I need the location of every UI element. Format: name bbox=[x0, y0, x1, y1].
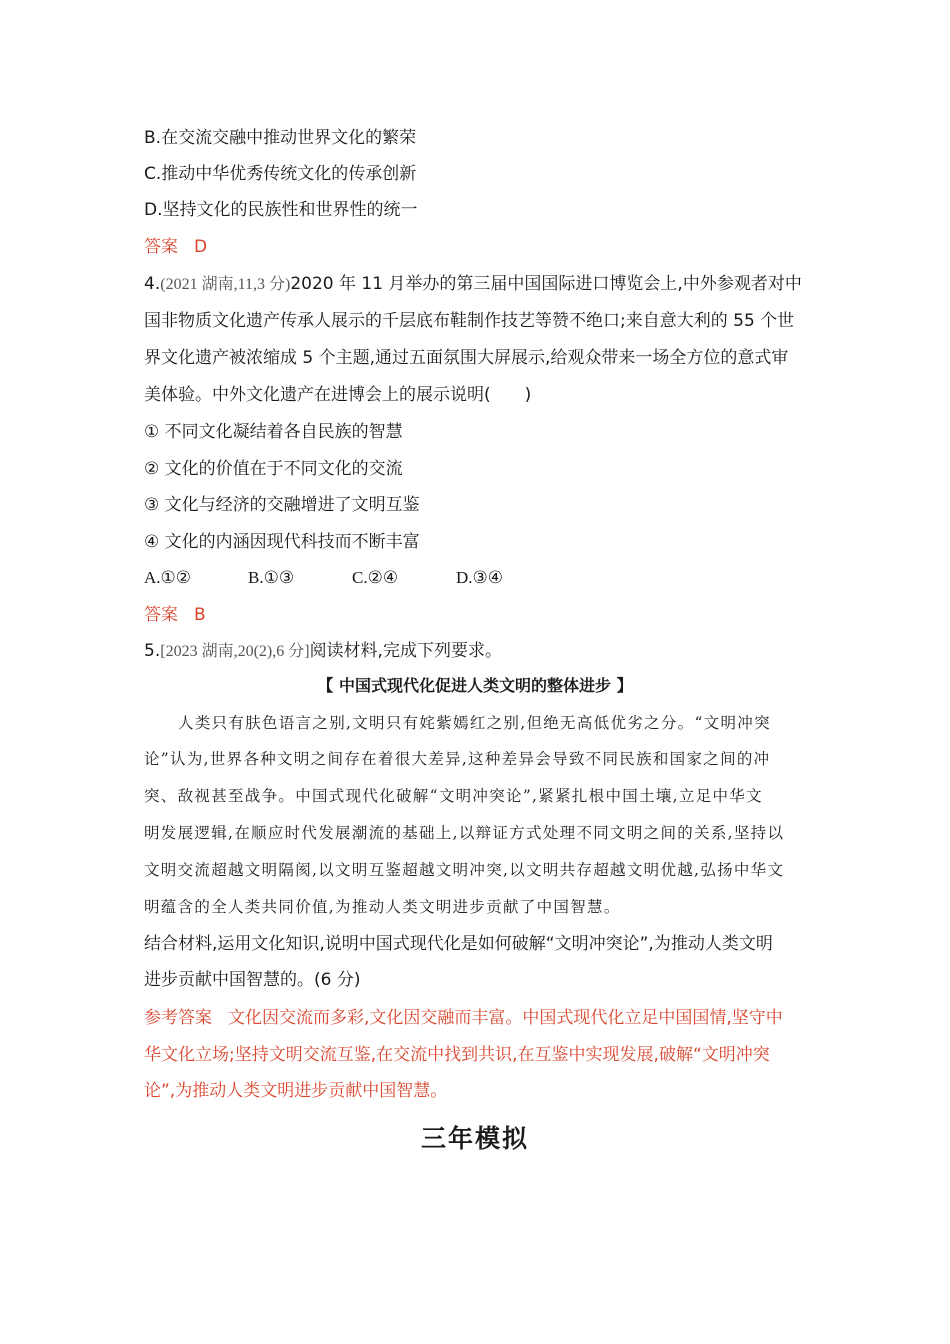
section-title: 三年模拟 bbox=[420, 1124, 529, 1153]
choice-c: C.②④ bbox=[352, 568, 399, 587]
q5-question-line-1: 结合材料,运用文化知识,说明中国式现代化是如何破解“文明冲突论”,为推动人类文明 bbox=[144, 934, 773, 954]
q5-reference-answer-line-1: 参考答案 文化因交流而多彩,文化因交融而丰富。中国式现代化立足中国国情,坚守中 bbox=[144, 1008, 783, 1028]
q4-statement-2: ② 文化的价值在于不同文化的交流 bbox=[144, 459, 403, 479]
q5-question-line-2: 进步贡献中国智慧的。(6 分) bbox=[144, 970, 361, 990]
answer-label: 答案 bbox=[144, 237, 178, 257]
q4-stem-line-3: 界文化遗产被浓缩成 5 个主题,通过五面氛围大屏展示,给观众带来一场全方位的意式审 bbox=[144, 348, 789, 368]
question-number: 4. bbox=[144, 274, 161, 294]
material-line-6: 明蕴含的全人类共同价值,为推动人类文明进步贡献了中国智慧。 bbox=[144, 898, 621, 916]
question-source: [2023 湖南,20(2),6 分] bbox=[160, 643, 310, 660]
q3-answer bbox=[144, 235, 207, 259]
q4-stem-line-2: 国非物质文化遗产传承人展示的千层底布鞋制作技艺等赞不绝口;来自意大利的 55 个世 bbox=[144, 311, 795, 331]
question-source: (2021 湖南,11,3 分) bbox=[160, 276, 291, 293]
choice-a: A.①② bbox=[144, 568, 192, 587]
reference-answer-label: 参考答案 bbox=[144, 1008, 212, 1028]
choice-d: D.③④ bbox=[456, 568, 504, 587]
q4-statement-3: ③ 文化与经济的交融增进了文明互鉴 bbox=[144, 495, 420, 515]
q3-option-d: D.坚持文化的民族性和世界性的统一 bbox=[144, 200, 418, 220]
q4-stem-line-1: 4.(2021 湖南,11,3 分)2020 年 11 月举办的第三届中国国际进口博览会上,中外参观者对中 bbox=[144, 274, 802, 294]
choice-b: B.①③ bbox=[248, 568, 295, 587]
q4-stem-line-4: 美体验。中外文化遗产在进博会上的展示说明( ) bbox=[144, 385, 532, 405]
answer-value: D bbox=[194, 237, 208, 257]
q5-stem: 5.[2023 湖南,20(2),6 分]阅读材料,完成下列要求。 bbox=[144, 641, 502, 661]
material-line-1: 人类只有肤色语言之别,文明只有姹紫嫣红之别,但绝无高低优劣之分。“文明冲突 bbox=[178, 714, 771, 732]
material-line-5: 文明交流超越文明隔阂,以文明互鉴超越文明冲突,以文明共存超越文明优越,弘扬中华文 bbox=[144, 861, 785, 879]
q4-statement-4: ④ 文化的内涵因现代科技而不断丰富 bbox=[144, 532, 420, 552]
q4-choices bbox=[144, 566, 560, 590]
answer-label: 答案 bbox=[144, 605, 178, 625]
question-number: 5. bbox=[144, 641, 161, 661]
q5-reference-answer-line-3: 论”,为推动人类文明进步贡献中国智慧。 bbox=[144, 1081, 448, 1101]
q4-answer bbox=[144, 603, 206, 627]
answer-value: B bbox=[194, 605, 206, 625]
q5-reference-answer-line-2: 华文化立场;坚持文明交流互鉴,在交流中找到共识,在互鉴中实现发展,破解“文明冲突 bbox=[144, 1045, 770, 1065]
q3-option-b: B.在交流交融中推动世界文化的繁荣 bbox=[144, 128, 417, 148]
material-line-2: 论”认为,世界各种文明之间存在着很大差异,这种差异会导致不同民族和国家之间的冲 bbox=[144, 750, 771, 768]
q3-option-c: C.推动中华优秀传统文化的传承创新 bbox=[144, 164, 417, 184]
material-line-4: 明发展逻辑,在顺应时代发展潮流的基础上,以辩证方式处理不同文明之间的关系,坚持以 bbox=[144, 824, 785, 842]
material-title: 【 中国式现代化促进人类文明的整体进步 】 bbox=[317, 676, 633, 695]
q4-statement-1: ① 不同文化凝结着各自民族的智慧 bbox=[144, 422, 403, 442]
material-line-3: 突、敌视甚至战争。中国式现代化破解“文明冲突论”,紧紧扎根中国土壤,立足中华文 bbox=[144, 787, 763, 805]
